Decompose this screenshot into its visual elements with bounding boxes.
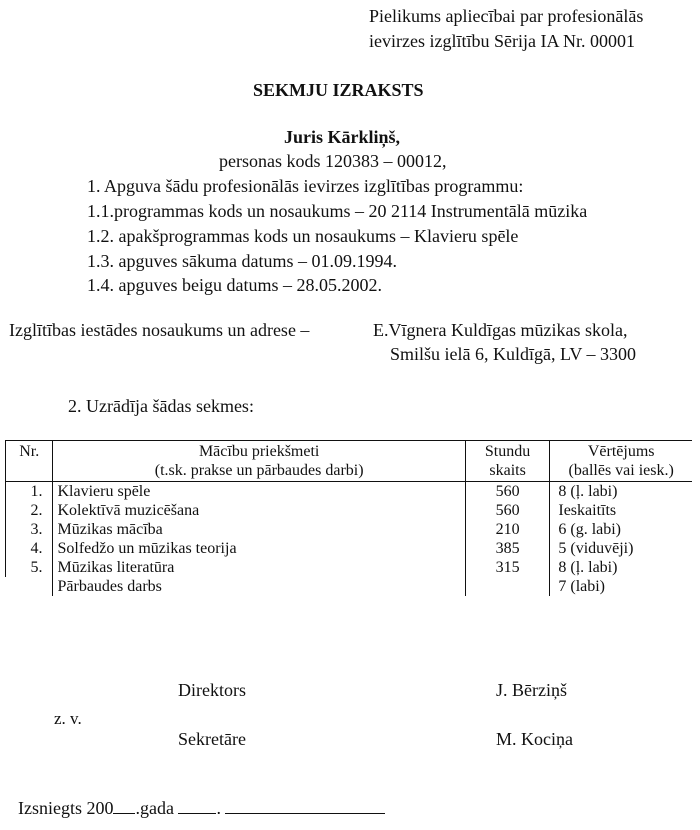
header-grade-line2: (ballēs vai iesk.)	[568, 462, 674, 479]
table-row	[6, 520, 693, 539]
issued-gada: .gada	[135, 798, 174, 818]
institution-address: Smilšu ielā 6, Kuldīgā, LV – 3300	[390, 344, 637, 364]
issued-dot: .	[216, 798, 221, 818]
program-code-name: 1.1.programmas kods un nosaukums – 20 2114 Instrumentālā mūzika	[87, 201, 588, 221]
row-nr: 5.	[6, 558, 53, 577]
year-blank[interactable]	[113, 813, 135, 814]
end-date: 1.4. apguves beigu datums – 28.05.2002.	[87, 275, 382, 295]
table-row	[6, 501, 693, 520]
row-subject: Solfedžo un mūzikas teorija	[53, 539, 465, 558]
header-subject-line2: (t.sk. prakse un pārbaudes darbi)	[154, 462, 364, 479]
grades-table	[5, 440, 692, 596]
institution-label: Izglītības iestādes nosaukums un adrese –	[9, 320, 310, 340]
row-subject: Mūzikas mācība	[53, 520, 465, 539]
subprogram: 1.2. apakšprogrammas kods un nosaukums – Klavieru spēle	[87, 226, 519, 246]
row-nr: 3.	[6, 520, 53, 539]
header-hours-line1: Stundu	[484, 443, 531, 460]
header-line-1: Pielikums apliecībai par profesionālās	[369, 6, 644, 26]
row-subject: Klavieru spēle	[53, 482, 465, 502]
row-hours: 315	[465, 558, 550, 577]
institution-name: E.Vīgnera Kuldīgas mūzikas skola,	[373, 320, 628, 340]
row-nr: 1.	[6, 482, 53, 502]
seal-mark: z. v.	[54, 709, 82, 728]
table-row	[6, 558, 693, 577]
row-hours: 385	[465, 539, 550, 558]
header-line-2: ievirzes izglītību Sērija IA Nr. 00001	[369, 31, 635, 51]
issued-prefix: Izsniegts 200	[18, 798, 114, 818]
row-hours: 560	[465, 482, 550, 502]
row-nr: 2.	[6, 501, 53, 520]
row-subject: Pārbaudes darbs	[53, 577, 465, 596]
row-grade: 8 (ļ. labi)	[550, 482, 692, 502]
header-grade	[550, 441, 692, 482]
day-blank[interactable]	[178, 813, 216, 814]
table-row	[6, 482, 693, 502]
issued-line	[18, 798, 385, 819]
secretary-title: Sekretāre	[178, 729, 246, 749]
header-subject	[53, 441, 465, 482]
table-row	[6, 577, 693, 596]
document-title: SEKMJU IZRAKSTS	[253, 80, 424, 100]
header-grade-line1: Vērtējums	[587, 443, 655, 460]
row-grade: 7 (labi)	[550, 577, 692, 596]
row-grade: Ieskaitīts	[550, 501, 692, 520]
header-subject-line1: Mācību priekšmeti	[198, 443, 320, 460]
header-hours-line2: skaits	[489, 462, 526, 479]
secretary-name: M. Kociņa	[496, 729, 573, 749]
row-hours: 210	[465, 520, 550, 539]
row-hours: 560	[465, 501, 550, 520]
table-row	[6, 539, 693, 558]
row-subject: Mūzikas literatūra	[53, 558, 465, 577]
header-nr: Nr.	[6, 441, 53, 482]
row-grade: 5 (viduvēji)	[550, 539, 692, 558]
row-subject: Kolektīvā muzicēšana	[53, 501, 465, 520]
director-title: Direktors	[178, 680, 246, 700]
row-grade: 8 (ļ. labi)	[550, 558, 692, 577]
table-header-row	[6, 441, 693, 482]
row-grade: 6 (g. labi)	[550, 520, 692, 539]
row-nr: 4.	[6, 539, 53, 558]
personal-code: personas kods 120383 – 00012,	[219, 151, 447, 171]
results-heading: 2. Uzrādīja šādas sekmes:	[68, 396, 254, 416]
row-hours	[465, 577, 550, 596]
director-name: J. Bērziņš	[496, 680, 567, 700]
student-name: Juris Kārkliņš,	[284, 127, 401, 147]
program-heading: 1. Apguva šādu profesionālās ievirzes izglītības programmu:	[87, 176, 524, 196]
row-nr	[6, 577, 53, 596]
header-hours	[465, 441, 550, 482]
month-blank[interactable]	[225, 813, 385, 814]
start-date: 1.3. apguves sākuma datums – 01.09.1994.	[87, 251, 397, 271]
